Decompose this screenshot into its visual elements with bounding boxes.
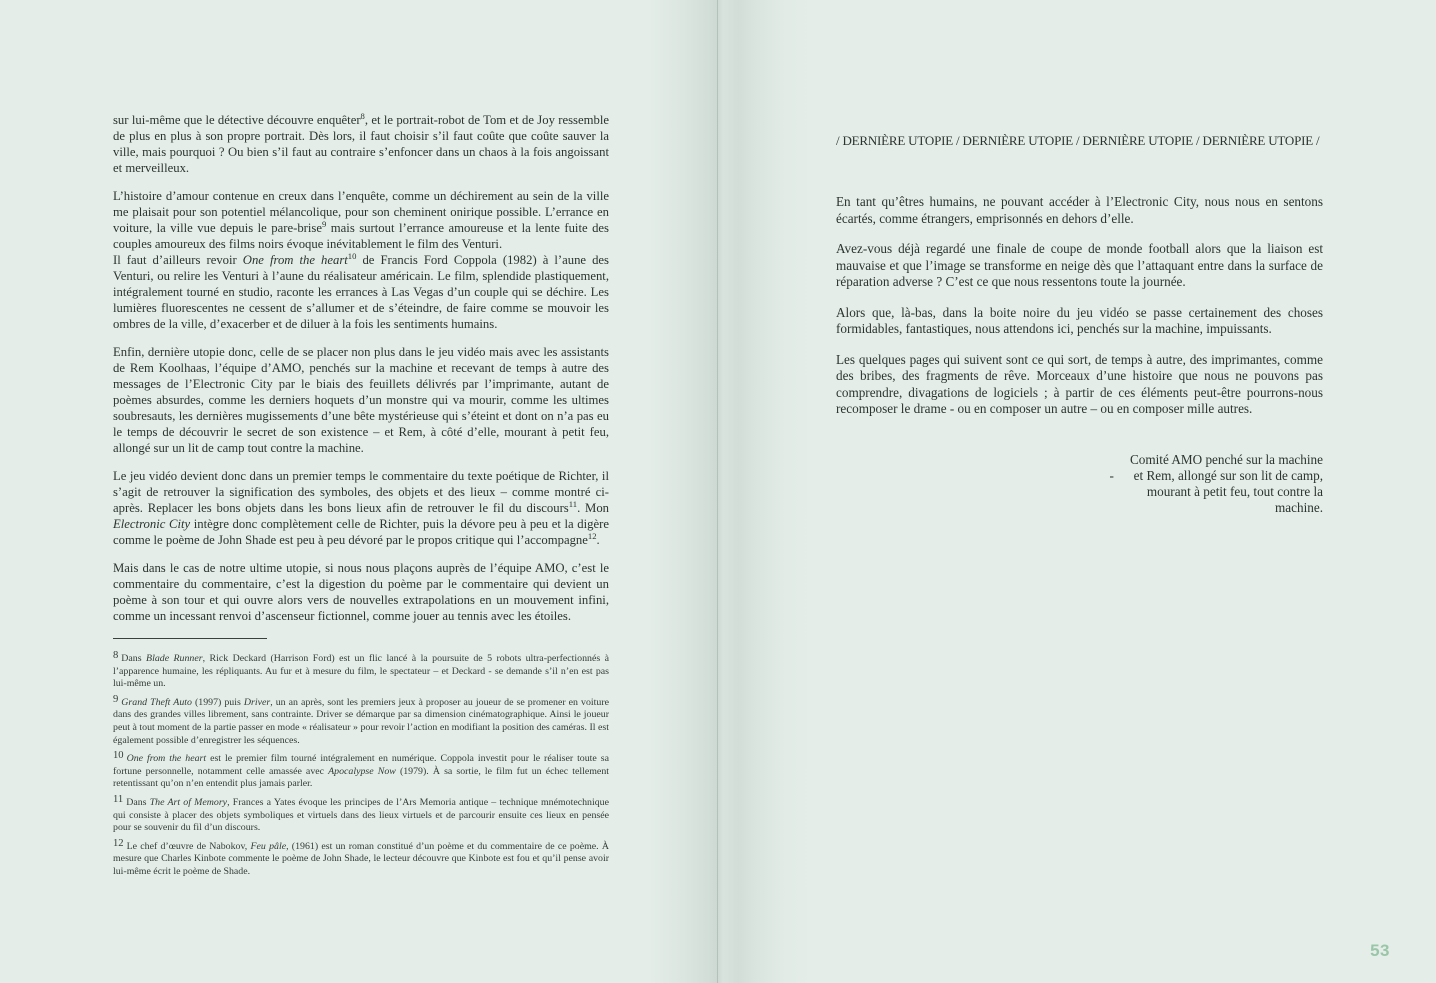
footnote <box>113 650 609 691</box>
right-page-text-column <box>836 133 1323 516</box>
body-paragraph: Il faut d’ailleurs revoir One from the heart$^{10}$ de Francis Ford Coppola (1982) à l’aune des Venturi, ou relire les Venturi à l’aune du réalisateur américain. Le film, splendide plastiquement, intégralement tourné en studio, raconte les errances à Las Vegas d’un couple qui se déchire. Les lumières fluorescentes ne cessent de s’allumer et de s’éteindre, de faire comme se mouvoir les ombres de la ville, d’exacerber et de diluer à la fois les sentiments humains. <box>113 250 609 331</box>
page-number: 53 <box>1370 941 1390 960</box>
body-paragraph: En tant qu’êtres humains, ne pouvant accéder à l’Electronic City, nous nous en sentons écartés, comme étrangers, emprisonnés en dehors d’elle. <box>836 194 1323 226</box>
footnote-text: Dans Blade Runner, Rick Deckard (Harrison Ford) est un flic lancé à la poursuite de 5 robots ultra-perfectionnés à l’apparence humaine, les répliquants. Au fur et à mesure du film, le spectateur – et Deckard - se demande s’il n’en est pas lui-même un. <box>113 653 609 690</box>
caption-line: mourant à petit feu, tout contre la <box>1146 483 1323 499</box>
body-paragraph: Alors que, là-bas, dans la boite noire du jeu vidéo se passe certainement des choses formidables, fantastiques, nous attendons ici, penchés sur la machine, impuissants. <box>836 304 1323 336</box>
body-paragraph: Avez-vous déjà regardé une finale de coupe de monde football alors que la liaison est mauvaise et que l’image se transforme en neige dès que l’attaquant entre dans la surface de réparation adverse ? C’est ce que nous ressentons toute la journée. <box>836 241 1323 289</box>
caption-line: Comité AMO penché sur la machine <box>1129 451 1323 467</box>
body-paragraph: Mais dans le cas de notre ultime utopie, si nous nous plaçons auprès de l’équipe AMO, c’est le commentaire du commentaire, c’est la digestion du poème par le commentaire qui devient un poème à son tour et qui ouvre alors vers de nouvelles extrapolations en un mouvement infini, comme un incessant renvoi d’ascenseur fictionnel, comme jouer au tennis avec les étoiles. <box>113 561 609 623</box>
footnote-text: Le chef d’œuvre de Nabokov, Feu pâle, (1961) est un roman constitué d’un poème et du commentaire de ce poème. À mesure que Charles Kinbote commente le poème de John Shade, le lecteur découvre que Kinbote est fou et qu’il pense avoir lui-même écrit le poème de Shade. <box>113 840 610 877</box>
footnote <box>113 694 609 747</box>
body-paragraph: Le jeu vidéo devient donc dans un premier temps le commentaire du texte poétique de Richter, il s’agit de retrouver la signification des symboles, des objets et des lieux – comme montré ci-après. Replacer les bons objets dans les bons lieux afin de retrouver le fil du discours$^{11}$. Mon Electronic City intègre donc complètement celle de Richter, puis la dévore peu à peu et la digère comme le poème de John Shade est peu à peu dévoré par le propos critique qui l’accompagne$^{12}$. <box>113 469 610 547</box>
footnote-marker: 11 <box>113 793 124 805</box>
spine-fold-line <box>717 0 718 983</box>
caption-line: machine. <box>1275 499 1323 515</box>
footnote-marker: 9 <box>113 693 119 705</box>
margin-caption <box>836 452 1323 516</box>
caption-line: - et Rem, allongé sur son lit de camp, <box>1109 467 1323 483</box>
body-paragraph: sur lui-même que le détective découvre enquêter$^8$, et le portrait-robot de Tom et de Joy ressemble de plus en plus à son propre portrait. Dès lors, il faut choisir s’il faut coûte que coûte sauver la ville, mais pourquoi ? Ou bien s’il faut au contraire s’enfoncer dans un chaos à la fois angoissant et merveilleux. <box>113 110 609 175</box>
footnote <box>113 838 609 879</box>
running-header: / DERNIÈRE UTOPIE / DERNIÈRE UTOPIE / DERNIÈRE UTOPIE / DERNIÈRE UTOPIE / <box>836 133 1320 148</box>
footnote-marker: 8 <box>113 650 119 661</box>
body-paragraph: Enfin, dernière utopie donc, celle de se placer non plus dans le jeu vidéo mais avec les assistants de Rem Koolhaas, l’équipe d’AMO, penchés sur la machine et recevant de temps à autre des messages de l’Electronic City par le biais des feuillets délivrés par l’imprimante, autant de poèmes absurdes, comme les derniers hoquets d’un monstre qui va mourir, comme les ultimes soubresauts, les dernières mugissements d’une bête mystérieuse qui s’éteint et dont on n’a pas eu le temps de découvrir le secret de son existence – et Rem, à côté d’elle, mourant à petit feu, allongé sur un lit de camp tout contre la machine. <box>113 345 609 455</box>
footnotes-block <box>113 638 609 879</box>
footnote-marker: 10 <box>113 750 124 762</box>
footnote-text: One from the heart est le premier film tourné intégralement en numérique. Coppola investit pour le réaliser toute sa fortune personnelle, notamment celle amassée avec Apocalypse Now (1979). À sa sortie, le film fut un échec tellement retentissant qu’on n’en entendit plus jamais parler. <box>113 753 609 790</box>
footnote-marker: 12 <box>113 837 124 849</box>
footnote-text: Grand Theft Auto (1997) puis Driver, un an après, sont les premiers jeux à proposer au joueur de se promener en voiture dans des grandes villes librement, sans contrainte. Driver se démarque par sa dimension cinématographique. Ainsi le joueur peut à tout moment de la partie passer en mode « réalisateur » pour revoir l’action en modifiant la position des caméras. Il est également possible d’enregistrer les séquences. <box>113 696 610 746</box>
body-paragraph: Les quelques pages qui suivent sont ce qui sort, de temps à autre, des imprimantes, comme des bribes, des fragments de rêve. Morceaux d’une histoire que nous ne pouvons pas comprendre, divagations de logiciels ; à partir de ces éléments peut-être pourrons-nous recomposer le drame - ou en composer un autre – ou en composer mille autres. <box>836 351 1323 416</box>
left-page-text-column <box>113 112 609 882</box>
footnote <box>113 750 609 791</box>
footnote <box>113 794 609 835</box>
footnote-separator <box>113 638 267 639</box>
footnote-text: Dans The Art of Memory, Frances a Yates évoque les principes de l’Ars Memoria antique – technique mnémotechnique qui consiste à placer des objets symboliques et virtuels dans des lieux virtuels et de parcourir ensuite ces lieux en pensée pour se souvenir du fil d’un discours. <box>113 796 609 834</box>
body-paragraph: L’histoire d’amour contenue en creux dans l’enquête, comme un déchirement au sein de la ville me plaisait pour son potentiel mélancolique, pour son cheminent onirique possible. L’errance en voiture, la ville vue depuis le pare-brise$^9$ mais surtout l’errance amoureuse et la lente fuite des couples amoureux des films noirs évoque inévitablement le film des Venturi. <box>113 189 609 251</box>
